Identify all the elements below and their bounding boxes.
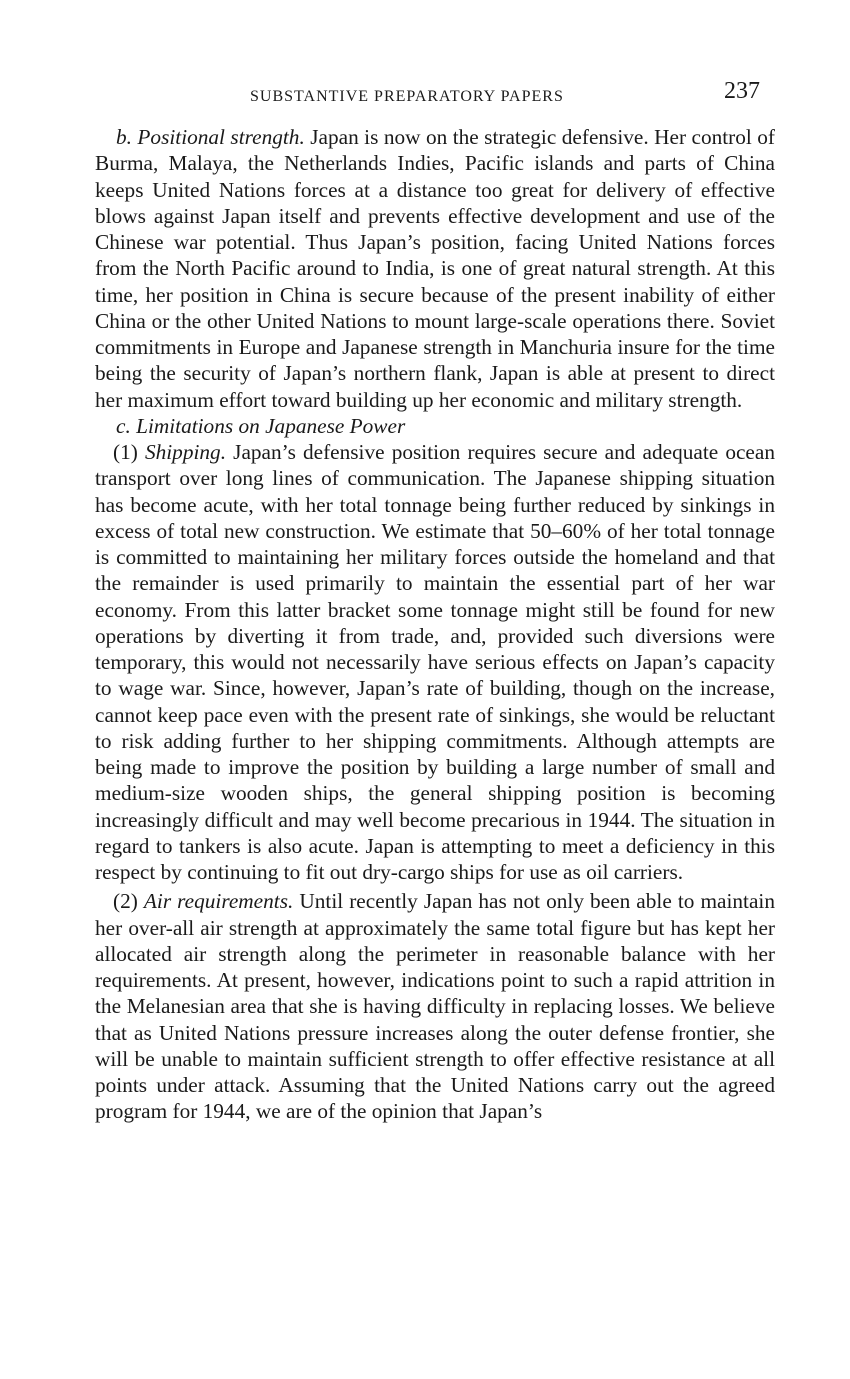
body-text [95, 124, 775, 1125]
running-header: SUBSTANTIVE PREPARATORY PAPERS [250, 88, 564, 105]
section-b-text: Japan is now on the strategic defensive. Her control of Burma, Malaya, the Netherlands Indies, Pacific islands and parts of China keeps United Nations forces at a distance too great for delivery of effective blows against Japan itself and prevents effective development and use of the Chinese war potential. Thus Japan’s position, facing United Nations forces from the North Pacific around to India, is one of great natural strength. At this time, her position in China is secure because of the present inability of either China or the other United Nations to mount large-scale operations there. Soviet commitments in Europe and Japanese strength in Manchuria insure for the time being the security of Japan’s northern flank, Japan is able at present to direct her maximum effort toward building up her economic and military strength. [95, 125, 776, 412]
paragraph-air-requirements [95, 888, 775, 1124]
paragraph-positional-strength [95, 124, 775, 413]
item-2-label: (2) [113, 889, 138, 914]
item-1-text: Japan’s defensive position requires secure and adequate ocean transport over long lines of communication. The Japanese shipping situation has become acute, with her total tonnage being further reduced by sinkings in excess of total new construction. We estimate that 50–60% of her total tonnage is committed to maintaining her military forces outside the homeland and that the remainder is used primarily to maintain the essential part of her war economy. From this latter bracket some tonnage might still be found for new operations by diverting it from trade, and, provided such diversions were temporary, this would not necessarily have serious effects on Japan’s capacity to wage war. Since, however, Japan’s rate of building, though on the increase, cannot keep pace even with the present rate of sinkings, she would be reluctant to risk adding further to her shipping commitments. Although attempts are being made to improve the position by building a large number of small and medium-size wooden ships, the general shipping position is becoming increasingly difficult and may well become precarious in 1944. The situation in regard to tankers is also acute. Japan is attempting to meet a deficiency in this respect by continuing to fit out dry-cargo ships for use as oil carriers. [95, 440, 775, 884]
item-1-heading: Shipping. [144, 440, 227, 464]
item-2-heading: Air requirements. [143, 889, 294, 914]
page-number: 237 [724, 78, 760, 104]
item-1-label: (1) [113, 440, 138, 464]
section-c-heading: c. Limitations on Japanese Power [116, 413, 406, 438]
paragraph-shipping [95, 439, 775, 885]
item-2-text: Until recently Japan has not only been able to maintain her over-all air strength at approximately the same total figure but has kept her allocated air strength along the perimeter in reasonable balance with her requirements. At present, however, indications point to such a rapid attrition in the Melanesian area that she is having difficulty in replacing losses. We believe that as United Nations pressure increases along the outer defense frontier, she will be unable to maintain sufficient strength to offer effective resistance at all points under attack. Assuming that the United Nations carry out the agreed program for 1944, we are of the opinion that Japan’s [95, 889, 775, 1124]
section-c-heading-line [95, 413, 775, 439]
section-b-heading: b. Positional strength. [116, 125, 305, 149]
